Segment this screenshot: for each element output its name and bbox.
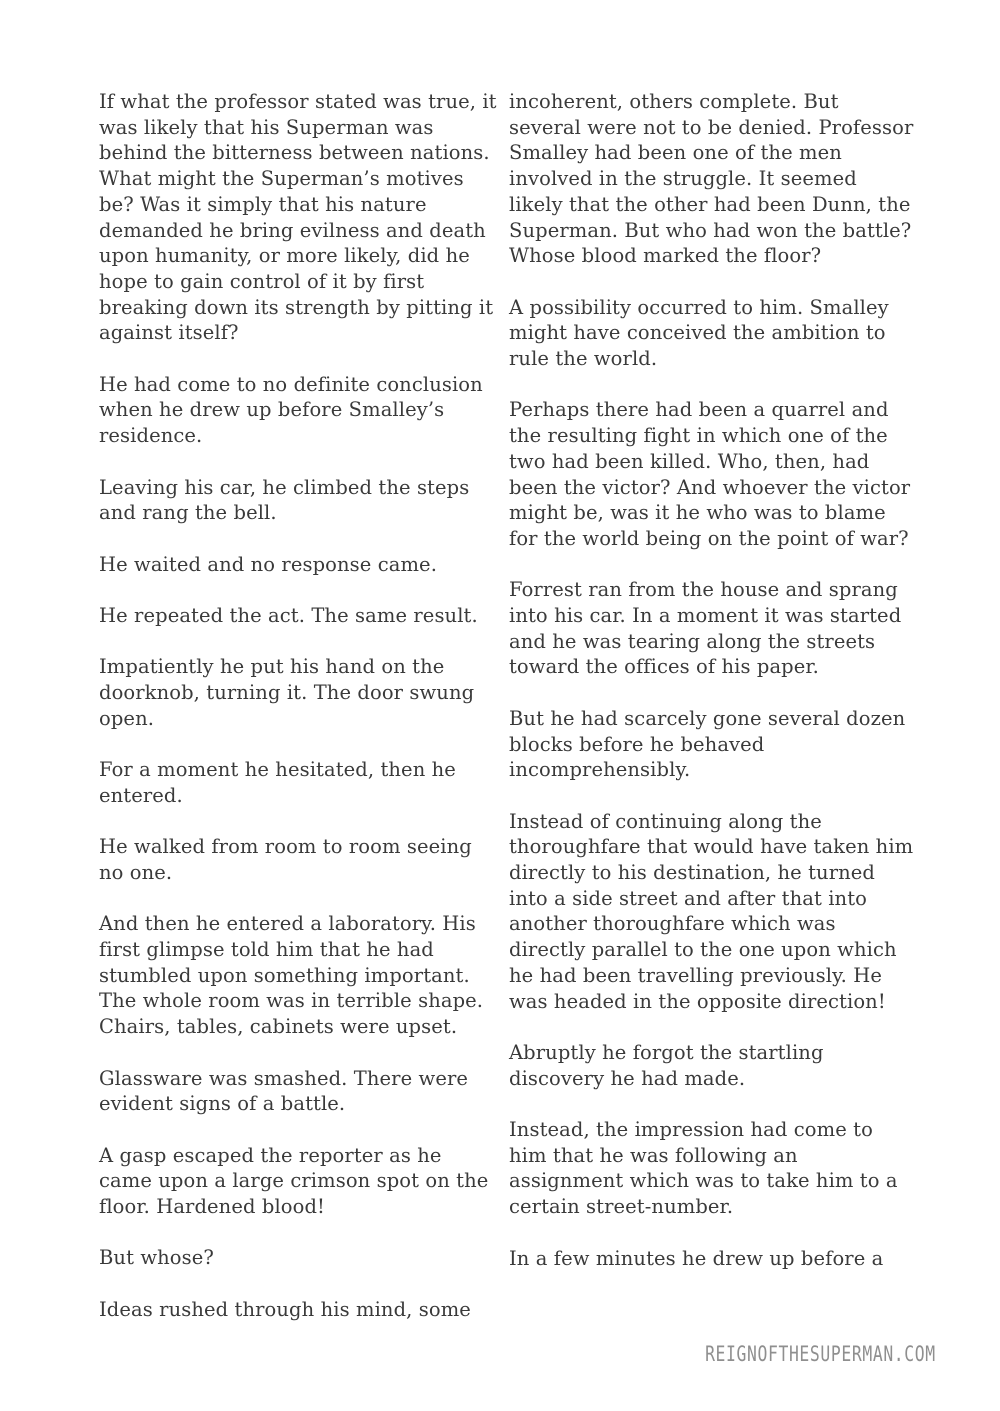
paragraph: He walked from room to room seeing no one. xyxy=(99,835,472,884)
paragraph: But he had scarcely gone several dozen blocks before he behaved incomprehensibly. xyxy=(509,706,906,782)
paragraph: A possibility occurred to him. Smalley might have conceived the ambition to rule the world. xyxy=(509,295,889,371)
paragraph: He had come to no definite conclusion when he drew up before Smalley’s residence. xyxy=(99,372,483,448)
paragraph: A gasp escaped the reporter as he came upon a large crimson spot on the floor. Hardened blood! xyxy=(99,1143,489,1219)
paragraph: For a moment he hesitated, then he entered. xyxy=(99,758,456,807)
paragraph: And then he entered a laboratory. His first glimpse told him that he had stumbled upon something important. The whole room was in terrible shape. Chairs, tables, cabinets were upset. xyxy=(99,912,484,1039)
paragraph: In a few minutes he drew up before a xyxy=(509,1246,884,1270)
paragraph: Impatiently he put his hand on the doorknob, turning it. The door swung open. xyxy=(99,655,475,730)
paragraph: Instead, the impression had come to him that he was following an assignment which was to take him to a certain street-number. xyxy=(509,1118,898,1219)
paragraph: But whose? xyxy=(99,1246,214,1270)
paragraph: incoherent, others complete. But several were not to be denied. Professor Smalley had been one of the men involved in the struggle. It seemed likely that the other had been Dunn, the Superman. But who had won the battle? Whose blood marked the floor? xyxy=(509,90,914,268)
paragraph: He waited and no response came. xyxy=(99,552,437,576)
left-text-column xyxy=(99,89,499,1323)
paragraph: Leaving his car, he climbed the steps and rang the bell. xyxy=(99,475,470,525)
paragraph: If what the professor stated was true, it was likely that his Superman was behind the bitterness between nations. What might the Superman’s motives be? Was it simply that his nature demanded he bring evilness and death upon humanity, or more likely, did he hope to gain control of it by first breaking down its strength by pitting it against itself? xyxy=(99,90,497,345)
site-watermark: REIGNOFTHESUPERMAN.COM xyxy=(705,1342,936,1366)
paragraph: Glassware was smashed. There were evident signs of a battle. xyxy=(99,1066,469,1116)
paragraph: Perhaps there had been a quarrel and the resulting fight in which one of the two had been killed. Who, then, had been the victor? And whoever the victor might be, was it he who was to blame for the world being on the point of war? xyxy=(509,398,911,550)
paragraph: Ideas rushed through his mind, some xyxy=(99,1297,471,1321)
right-text-column xyxy=(509,89,915,1271)
paragraph: Forrest ran from the house and sprang into his car. In a moment it was started and he was tearing along the streets toward the offices of his paper. xyxy=(509,578,902,679)
paragraph: He repeated the act. The same result. xyxy=(99,604,478,627)
paragraph: Instead of continuing along the thoroughfare that would have taken him directly to his destination, he turned into a side street and after that into another thoroughfare which was directly parallel to the one upon which he had been travelling previously. He was headed in the opposite direction! xyxy=(509,809,914,1013)
paragraph: Abruptly he forgot the startling discovery he had made. xyxy=(509,1040,824,1090)
